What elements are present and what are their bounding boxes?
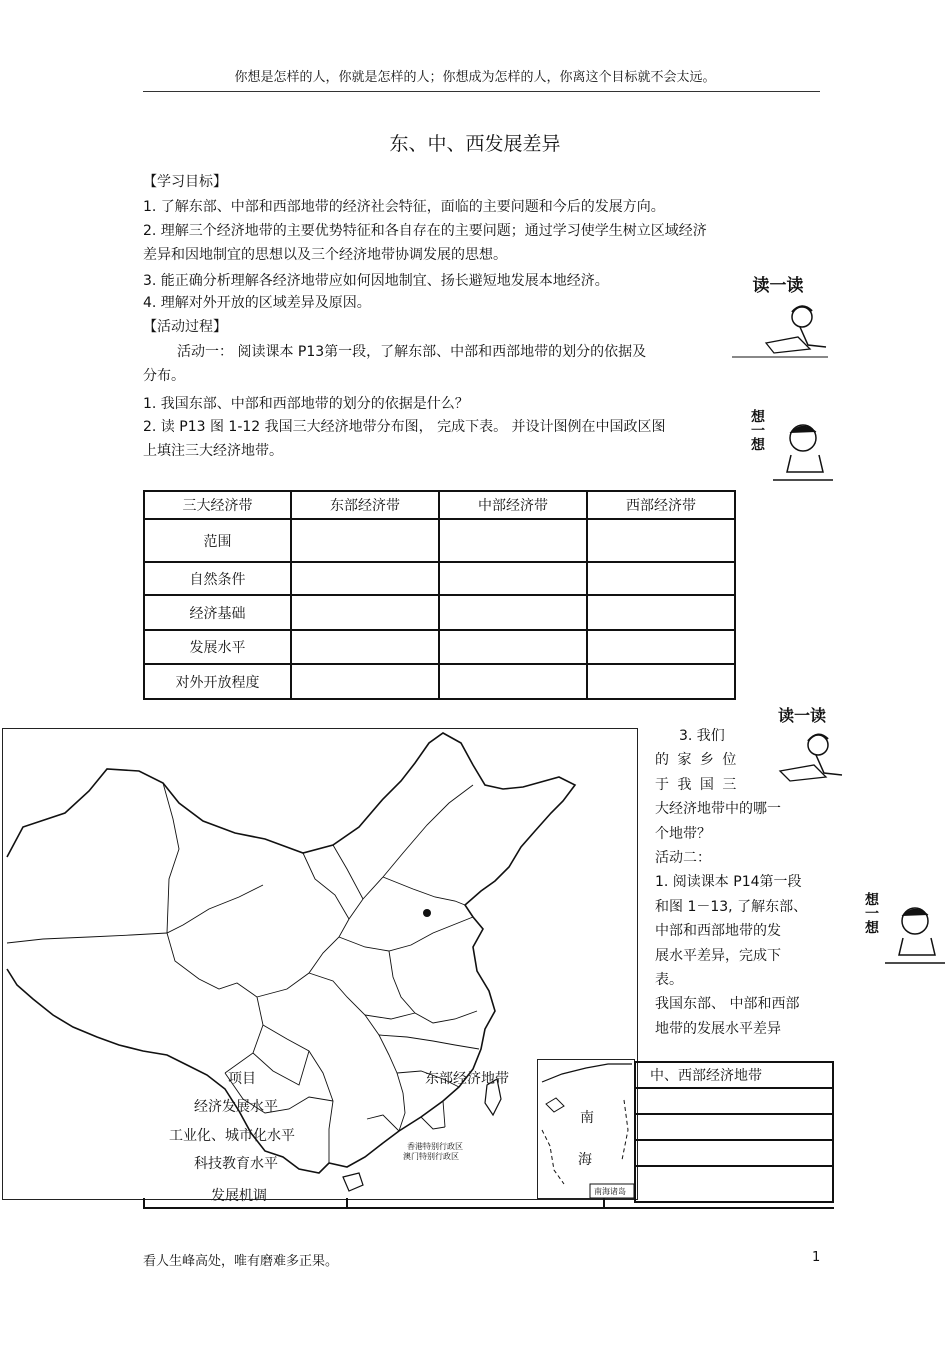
table-row bbox=[144, 630, 735, 664]
objectives-heading: 【学习目标】 bbox=[143, 174, 227, 190]
capital-marker-icon bbox=[423, 909, 431, 917]
answer-cell[interactable] bbox=[439, 630, 587, 664]
inset-map-outline bbox=[538, 1060, 634, 1198]
table-header-cell: 中部经济带 bbox=[439, 491, 587, 519]
table2-row-label: 发展机调 bbox=[211, 1188, 267, 1204]
think-sticker-2 bbox=[857, 885, 947, 975]
table-row bbox=[144, 562, 735, 595]
answer-cell[interactable] bbox=[291, 519, 439, 562]
side-line: 大经济地带中的哪一 bbox=[655, 801, 781, 818]
page-number: 1 bbox=[812, 1250, 821, 1265]
answer-cell[interactable] bbox=[587, 595, 735, 630]
inset-south-label: 南 bbox=[580, 1110, 594, 1126]
south-china-sea-inset bbox=[537, 1059, 635, 1199]
header-divider bbox=[143, 91, 820, 92]
table-row bbox=[635, 1140, 833, 1166]
inset-caption: 南海诸岛 bbox=[594, 1187, 626, 1196]
development-table-visible-part bbox=[634, 1061, 834, 1203]
table-header-row bbox=[144, 491, 735, 519]
inset-sea-label: 海 bbox=[578, 1152, 592, 1168]
sticker-caption: 想一想 bbox=[863, 892, 879, 934]
table2-border-tick bbox=[346, 1198, 348, 1208]
row-label: 对外开放程度 bbox=[144, 664, 291, 699]
table2-item-header: 项目 bbox=[228, 1071, 256, 1087]
answer-cell[interactable] bbox=[587, 630, 735, 664]
table-header-cell: 东部经济带 bbox=[291, 491, 439, 519]
activity1-line-2: 分布。 bbox=[143, 368, 185, 384]
answer-cell[interactable] bbox=[439, 595, 587, 630]
thinking-student-icon bbox=[857, 885, 947, 975]
read-sticker-1 bbox=[730, 265, 830, 360]
hongkong-note: 香港特别行政区 bbox=[407, 1142, 463, 1151]
table2-border-tick bbox=[143, 1198, 145, 1208]
footer-motto: 看人生峰高处，唯有磨难多正果。 bbox=[143, 1254, 339, 1269]
side-line: 和图 1－13, 了解东部、 bbox=[655, 898, 808, 915]
table-row bbox=[144, 595, 735, 630]
activity2-heading: 活动二： bbox=[655, 850, 711, 867]
answer-cell[interactable] bbox=[635, 1088, 833, 1114]
row-label: 自然条件 bbox=[144, 562, 291, 595]
table-row bbox=[635, 1166, 833, 1202]
answer-cell[interactable] bbox=[291, 595, 439, 630]
answer-cell[interactable] bbox=[635, 1114, 833, 1140]
question-2-line-1: 2. 读 P13 图 1-12 我国三大经济地带分布图， 完成下表。 并设计图例在中国政区图 bbox=[143, 419, 666, 435]
objective-line-5: 4. 理解对外开放的区域差异及原因。 bbox=[143, 295, 371, 311]
side-line: 个地带？ bbox=[655, 825, 711, 842]
sticker-caption: 读一读 bbox=[777, 706, 827, 725]
macao-note: 澳门特别行政区 bbox=[403, 1152, 459, 1161]
side-line: 的 家 乡 位 bbox=[655, 752, 739, 769]
answer-cell[interactable] bbox=[439, 664, 587, 699]
question-1: 1. 我国东部、中部和西部地带的划分的依据是什么？ bbox=[143, 396, 469, 412]
page-title: 东、中、西发展差异 bbox=[389, 133, 561, 155]
table-header-row bbox=[635, 1062, 833, 1088]
hainan-island bbox=[343, 1173, 363, 1191]
table2-bottom-border bbox=[143, 1207, 834, 1209]
row-label: 发展水平 bbox=[144, 630, 291, 664]
table-row bbox=[144, 519, 735, 562]
objective-line-1: 1. 了解东部、中部和西部地带的经济社会特征，面临的主要问题和今后的发展方向。 bbox=[143, 199, 665, 215]
table-row bbox=[635, 1114, 833, 1140]
side-line: 3. 我们 bbox=[679, 728, 725, 744]
table2-border-tick bbox=[603, 1198, 605, 1208]
think-sticker-1 bbox=[743, 400, 835, 490]
answer-cell[interactable] bbox=[439, 519, 587, 562]
objective-line-3: 差异和因地制宜的思想以及三个经济地带协调发展的思想。 bbox=[143, 247, 507, 263]
sticker-caption: 读一读 bbox=[752, 276, 804, 296]
answer-cell[interactable] bbox=[587, 519, 735, 562]
row-label: 经济基础 bbox=[144, 595, 291, 630]
sticker-caption: 想一想 bbox=[749, 409, 765, 451]
answer-cell[interactable] bbox=[635, 1140, 833, 1166]
side-question-3 bbox=[655, 724, 815, 1041]
answer-cell[interactable] bbox=[291, 562, 439, 595]
side-line: 于 我 国 三 bbox=[655, 776, 739, 793]
objective-line-2: 2. 理解三个经济地带的主要优势特征和各自存在的主要问题；通过学习使学生树立区域经济 bbox=[143, 223, 707, 239]
answer-cell[interactable] bbox=[587, 664, 735, 699]
answer-cell[interactable] bbox=[587, 562, 735, 595]
thinking-student-icon bbox=[743, 400, 835, 490]
answer-cell[interactable] bbox=[439, 562, 587, 595]
process-heading: 【活动过程】 bbox=[143, 319, 227, 335]
table2-row-label: 工业化、城市化水平 bbox=[169, 1128, 295, 1144]
economic-belts-table bbox=[143, 490, 736, 700]
table2-row-label: 科技教育水平 bbox=[194, 1156, 278, 1172]
activity1-line-1: 活动一： 阅读课本 P13第一段，了解东部、中部和西部地带的划分的依据及 bbox=[177, 344, 647, 360]
row-label: 范围 bbox=[144, 519, 291, 562]
reading-student-icon bbox=[730, 265, 830, 360]
table-header-cell: 西部经济带 bbox=[587, 491, 735, 519]
side-line: 1. 阅读课本 P14第一段 bbox=[655, 874, 802, 891]
side-line: 展水平差异，完成下 bbox=[655, 947, 781, 964]
answer-cell[interactable] bbox=[635, 1166, 833, 1202]
table-header-cell: 中、西部经济地带 bbox=[635, 1062, 833, 1088]
answer-cell[interactable] bbox=[291, 630, 439, 664]
table2-east-header: 东部经济地带 bbox=[425, 1071, 509, 1087]
table-row bbox=[144, 664, 735, 699]
side-line: 地带的发展水平差异 bbox=[655, 1020, 781, 1037]
objective-line-4: 3. 能正确分析理解各经济地带应如何因地制宜、扬长避短地发展本地经济。 bbox=[143, 273, 609, 289]
side-line: 中部和西部地带的发 bbox=[655, 923, 781, 940]
table-row bbox=[635, 1088, 833, 1114]
table2-row-label: 经济发展水平 bbox=[194, 1099, 278, 1115]
question-2-line-2: 上填注三大经济地带。 bbox=[143, 443, 283, 459]
table-header-cell: 三大经济带 bbox=[144, 491, 291, 519]
side-line: 我国东部、 中部和西部 bbox=[655, 996, 800, 1013]
answer-cell[interactable] bbox=[291, 664, 439, 699]
header-quote: 你想是怎样的人，你就是怎样的人；你想成为怎样的人，你离这个目标就不会太远。 bbox=[234, 70, 716, 85]
side-line: 表。 bbox=[655, 972, 683, 989]
